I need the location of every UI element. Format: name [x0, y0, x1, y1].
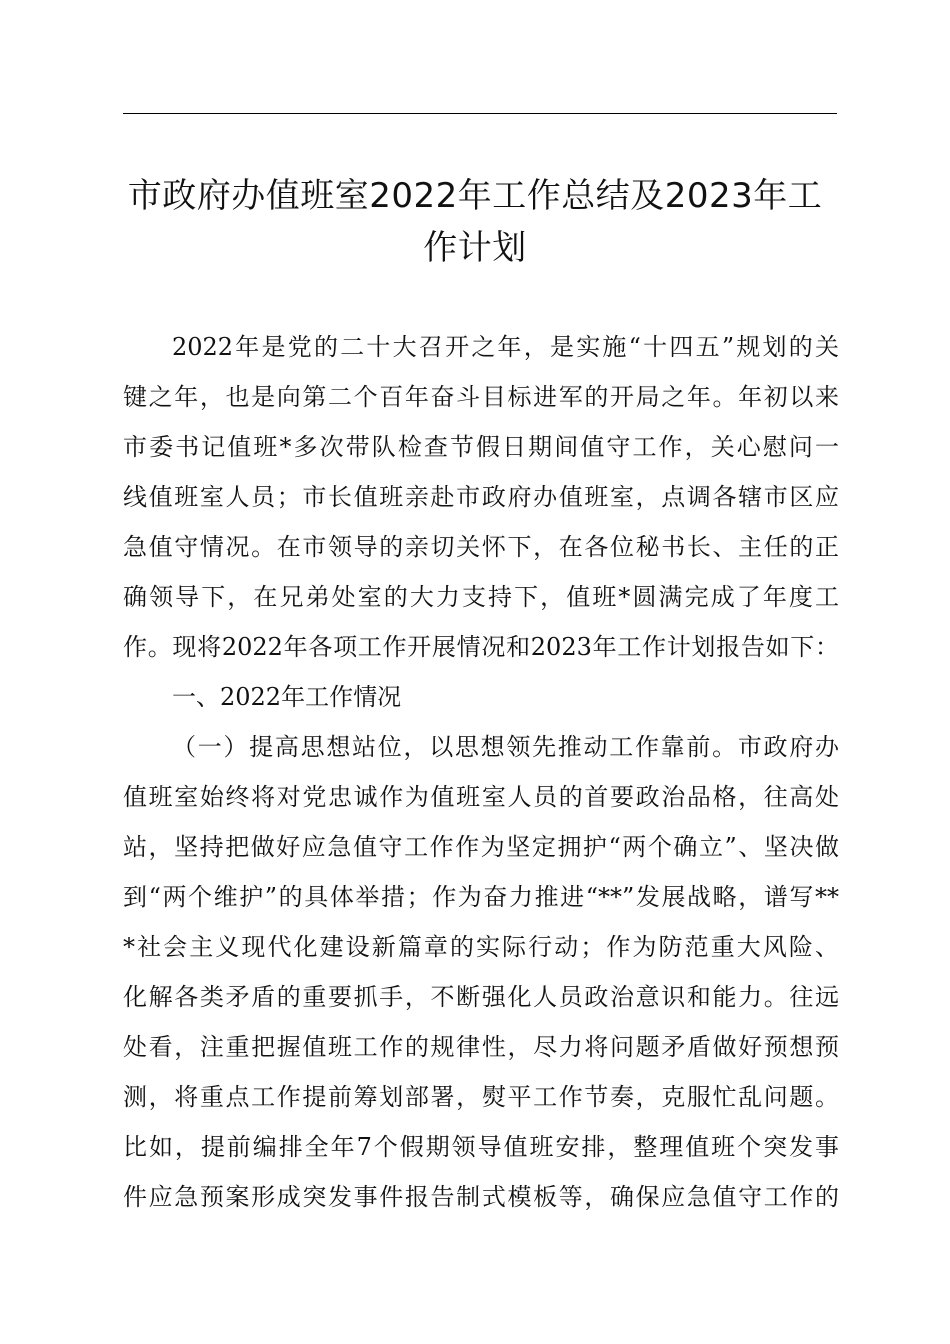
paragraph-section-1 [123, 722, 839, 1222]
text-line: 键之年，也是向第二个百年奋斗目标进军的开局之年。年初以来 [123, 383, 839, 411]
title-line: 市政府办值班室2022年工作总结及2023年工 [127, 176, 823, 216]
text-line: 急值守情况。在市领导的亲切关怀下，在各位秘书长、主任的正 [123, 533, 839, 561]
text-line: 值班室始终将对党忠诚作为值班室人员的首要政治品格，往高处 [123, 783, 839, 811]
text-line: 确领导下，在兄弟处室的大力支持下，值班*圆满完成了年度工 [123, 583, 839, 611]
text-line: 件应急预案形成突发事件报告制式模板等，确保应急值守工作的 [123, 1183, 839, 1211]
heading-line: 一、2022年工作情况 [172, 683, 402, 711]
text-line: *社会主义现代化建设新篇章的实际行动；作为防范重大风险、 [123, 933, 839, 961]
section-heading [123, 672, 839, 722]
header-rule [123, 113, 837, 114]
text-line: 站，坚持把做好应急值守工作作为坚定拥护“两个确立”、坚决做 [123, 833, 839, 861]
text-line: （一）提高思想站位，以思想领先推动工作靠前。市政府办 [172, 733, 839, 761]
document-body [123, 322, 839, 1222]
text-line: 化解各类矛盾的重要抓手，不断强化人员政治意识和能力。往远 [123, 983, 839, 1011]
text-line: 测，将重点工作提前筹划部署，熨平工作节奏，克服忙乱问题。 [123, 1083, 839, 1111]
title-line: 作计划 [423, 228, 527, 268]
paragraph-intro [123, 322, 839, 672]
text-line: 作。现将2022年各项工作开展情况和2023年工作计划报告如下： [123, 633, 839, 661]
text-line: 比如，提前编排全年7个假期领导值班安排，整理值班个突发事 [123, 1133, 839, 1161]
text-line: 处看，注重把握值班工作的规律性，尽力将问题矛盾做好预想预 [123, 1033, 839, 1061]
text-line: 到“两个维护”的具体举措；作为奋力推进“**”发展战略，谱写** [123, 883, 839, 911]
document-title [100, 170, 850, 274]
text-line: 线值班室人员；市长值班亲赴市政府办值班室，点调各辖市区应 [123, 483, 839, 511]
text-line: 2022年是党的二十大召开之年，是实施“十四五”规划的关 [172, 333, 839, 361]
text-line: 市委书记值班*多次带队检查节假日期间值守工作，关心慰问一 [123, 433, 839, 461]
